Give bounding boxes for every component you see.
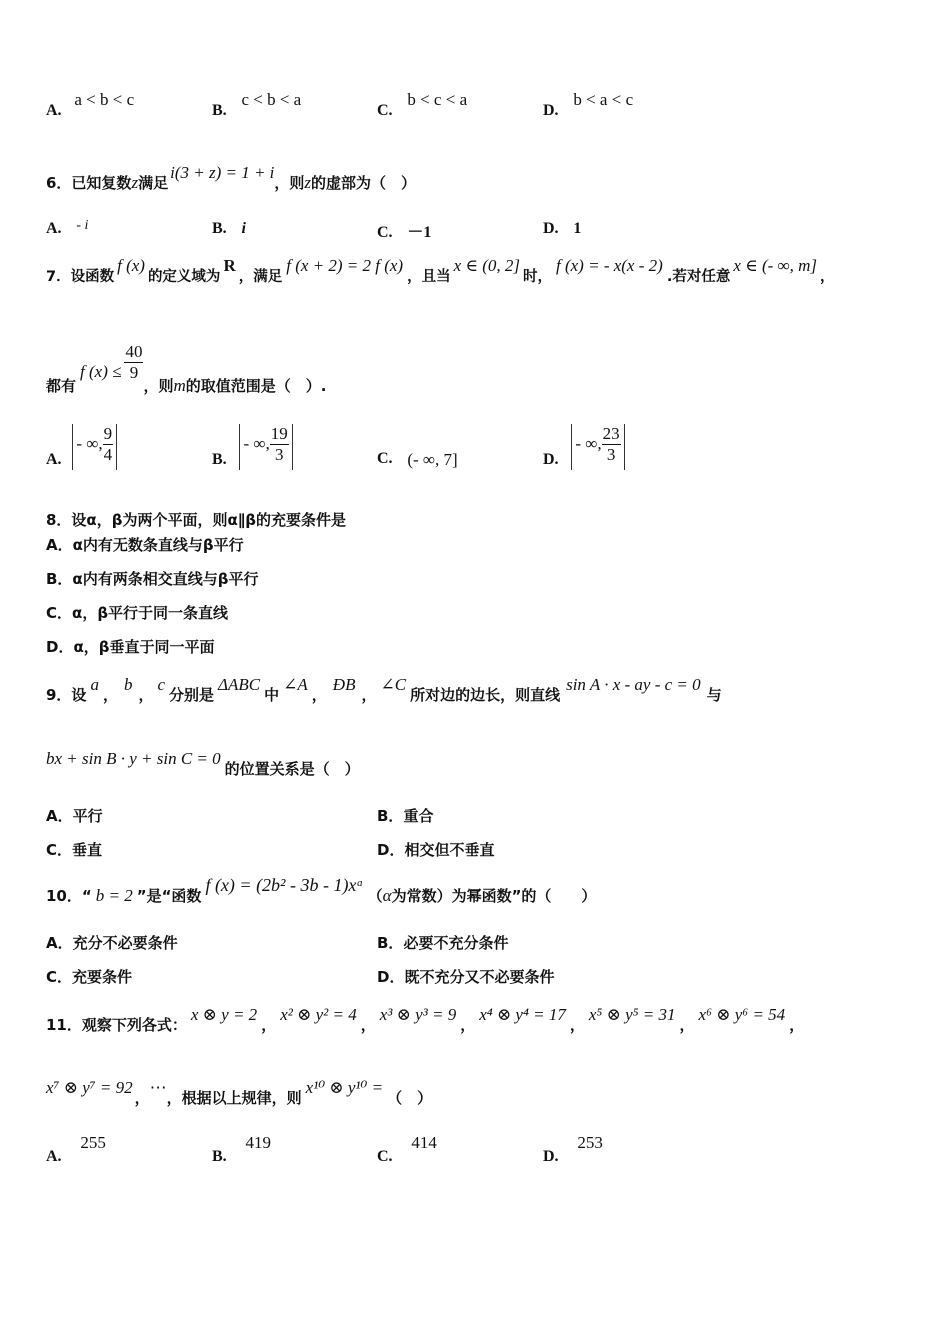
stem-text: ，且当: [407, 269, 451, 285]
stem-text: ，: [820, 269, 835, 285]
interval-bracket: [239, 424, 292, 470]
option-label: C.: [377, 1148, 393, 1165]
math-var: c: [157, 675, 166, 694]
q10-option-d[interactable]: [377, 966, 554, 987]
math-var: z: [131, 173, 139, 192]
math-var: b: [123, 675, 133, 694]
q6-option-b[interactable]: [212, 219, 246, 238]
math-func: f (x): [117, 256, 145, 275]
math-equation: x¹⁰ ⊗ y¹⁰ =: [305, 1078, 384, 1097]
stem-text: 时，: [523, 269, 552, 285]
q9-option-b[interactable]: [377, 805, 433, 826]
question-number: 7．设函数: [46, 269, 115, 285]
option-label: C.: [377, 102, 393, 119]
stem-text: .若对任意: [666, 269, 731, 285]
option-label: B.: [212, 450, 227, 468]
option-label: D．: [377, 968, 405, 986]
option-text: 垂直: [72, 841, 103, 859]
math-angle: ÐB: [332, 675, 356, 694]
math-equation: x⁴ ⊗ y⁴ = 17: [479, 1005, 566, 1024]
stem-text: 的定义域为: [147, 269, 221, 285]
option-text: b < a < c: [573, 90, 634, 109]
math-inequality: f (x) ≤: [80, 362, 122, 381]
option-label: D.: [543, 1148, 559, 1165]
option-label: C.: [377, 224, 393, 241]
option-label: B.: [212, 102, 227, 119]
math-var: a: [90, 675, 99, 694]
option-text: 255: [80, 1133, 106, 1152]
q10-option-a[interactable]: [46, 932, 178, 953]
q7-stem-line1: [46, 256, 835, 286]
option-text: - i: [76, 218, 89, 233]
ellipsis: ⋯: [149, 1078, 167, 1097]
option-text: b < c < a: [407, 90, 468, 109]
stem-text: 的取值范围是（ ）.: [185, 377, 327, 395]
q7-stem-line2: [46, 342, 327, 395]
q7-option-d[interactable]: [543, 424, 625, 470]
q8-option-c[interactable]: C．α，β平行于同一条直线: [46, 604, 229, 622]
q11-option-c[interactable]: [377, 1133, 437, 1166]
q9-option-d[interactable]: [377, 839, 494, 860]
math-equation: i(3 + z) = 1 + i: [170, 163, 275, 182]
math-var: z: [304, 173, 312, 192]
fraction: [270, 424, 289, 465]
math-equation: x² ⊗ y² = 4: [280, 1005, 357, 1024]
q10-option-b[interactable]: [377, 932, 508, 953]
option-text: i: [241, 220, 246, 237]
stem-text: （: [367, 887, 383, 905]
stem-text: 所对边的边长，则直线: [410, 686, 561, 704]
q7-option-a[interactable]: [46, 424, 117, 470]
option-text: 相交但不垂直: [404, 841, 495, 859]
stem-text: ，则: [274, 174, 305, 192]
stem-text: 的虚部为（ ）: [311, 174, 417, 192]
interval-left: - ∞,: [575, 434, 602, 453]
option-label: A.: [46, 1148, 62, 1165]
q8-option-d[interactable]: D．α，β垂直于同一平面: [46, 638, 215, 656]
option-text: 1: [573, 220, 582, 237]
option-text: (- ∞, 7]: [407, 450, 458, 469]
option-label: D.: [543, 220, 559, 237]
math-angle: ∠C: [380, 675, 407, 694]
numerator: 40: [125, 342, 143, 361]
math-interval: x ∈ (- ∞, m]: [733, 256, 818, 275]
q6-option-a[interactable]: [46, 219, 88, 238]
option-label: B.: [212, 220, 227, 237]
stem-text: 都有: [46, 377, 77, 395]
option-text: c < b < a: [241, 90, 302, 109]
option-text: －1: [407, 224, 432, 241]
math-equation: sin A · x - ay - c = 0: [566, 675, 701, 694]
question-number: 6．已知复数: [46, 174, 132, 192]
option-text: 253: [577, 1133, 603, 1152]
q5-option-c[interactable]: [377, 90, 468, 120]
q10-option-c[interactable]: [46, 966, 132, 987]
denominator: 3: [274, 445, 284, 464]
option-label: C．: [46, 968, 73, 986]
denominator: 9: [129, 363, 139, 382]
q7-option-c[interactable]: [377, 448, 458, 468]
separator: ，: [361, 686, 377, 704]
math-equation: f (x) = - x(x - 2): [556, 256, 663, 275]
stem-text: ，则: [143, 377, 174, 395]
option-label: C．: [46, 841, 73, 859]
math-equation: x⁵ ⊗ y⁵ = 31: [588, 1005, 676, 1024]
q9-option-c[interactable]: [46, 839, 102, 860]
denominator: 3: [606, 445, 616, 464]
option-label: D．: [377, 841, 405, 859]
stem-text: ”是“函数: [136, 887, 202, 905]
math-condition: b = 2: [95, 886, 133, 905]
option-text: 必要不充分条件: [403, 934, 509, 952]
option-text: 重合: [403, 807, 434, 825]
option-label: A.: [46, 220, 62, 237]
stem-text: 的位置关系是（ ）: [224, 760, 360, 778]
numerator: 23: [602, 424, 620, 443]
math-function: f (x) = (2b² - 3b - 1)xᵅ: [205, 875, 364, 895]
math-triangle: ΔABC: [218, 675, 261, 694]
math-equation: bx + sin B · y + sin C = 0: [46, 749, 221, 768]
q11-stem-line1: 11．观察下列各式：x ⊗ y = 2，x² ⊗ y² = 4，x³ ⊗ y³ = 9，x⁴ ⊗ y⁴ = 17，x⁵ ⊗ y⁵ = 31，x⁶ ⊗ y⁶ = 54，: [46, 1005, 805, 1034]
q5-option-a[interactable]: [46, 90, 135, 120]
option-text: 平行: [72, 807, 103, 825]
q7-option-b[interactable]: [212, 424, 293, 470]
math-angle: ∠A: [283, 675, 308, 694]
math-var: α: [382, 886, 392, 905]
q6-option-c[interactable]: [377, 219, 431, 242]
q11-option-a[interactable]: [46, 1133, 106, 1166]
stem-text: ，满足: [238, 269, 283, 285]
question-number: 11．观察下列各式：: [46, 1016, 187, 1034]
option-text: 既不充分又不必要条件: [404, 968, 555, 986]
option-label: B.: [212, 1148, 227, 1165]
math-equation: f (x + 2) = 2 f (x): [286, 256, 404, 275]
q6-option-d[interactable]: [543, 219, 581, 238]
interval-bracket: [571, 424, 624, 470]
q8-option-b[interactable]: B．α内有两条相交直线与β平行: [46, 570, 259, 588]
stem-text: ，根据以上规律，则: [166, 1089, 302, 1107]
separator: ，: [311, 686, 327, 704]
option-text: 充要条件: [72, 968, 133, 986]
q9-stem-line2: [46, 749, 360, 779]
option-text: 充分不必要条件: [72, 934, 178, 952]
interval-bracket: [72, 424, 117, 470]
fraction-40-9: [124, 342, 143, 383]
stem-text: （ ）: [387, 1089, 433, 1107]
separator: ，: [102, 686, 118, 704]
numerator: 9: [103, 424, 113, 443]
stem-text: 中: [264, 686, 280, 704]
q10-stem: [46, 875, 597, 906]
q11-stem-line2: [46, 1078, 433, 1108]
separator: ，: [134, 1089, 150, 1107]
option-label: A．: [46, 807, 73, 825]
option-text: 414: [411, 1133, 437, 1152]
option-label: C.: [377, 450, 393, 467]
question-number: 9．设: [46, 686, 87, 704]
q11-option-d[interactable]: [543, 1133, 603, 1166]
stem-text: 为常数）为幂函数”的（ ）: [391, 887, 597, 905]
interval-left: - ∞,: [243, 434, 270, 453]
math-equation: x³ ⊗ y³ = 9: [379, 1005, 457, 1024]
q8-option-a[interactable]: A．α内有无数条直线与β平行: [46, 536, 244, 554]
option-label: D.: [543, 102, 559, 119]
option-label: A.: [46, 102, 62, 119]
option-label: D.: [543, 450, 559, 468]
option-label: A．: [46, 934, 73, 952]
option-label: A.: [46, 450, 62, 468]
stem-text: 满足: [138, 174, 169, 192]
stem-text: 分别是: [169, 686, 215, 704]
option-text: 419: [245, 1133, 271, 1152]
fraction: [602, 424, 621, 465]
math-equation: x⁷ ⊗ y⁷ = 92: [46, 1078, 133, 1097]
option-text: a < b < c: [74, 90, 135, 109]
math-var: m: [173, 376, 186, 395]
stem-text: 与: [706, 686, 722, 704]
question-number: 10．“: [46, 887, 92, 905]
denominator: 4: [103, 445, 113, 464]
q9-option-a[interactable]: [46, 805, 103, 826]
math-set-r: R: [223, 256, 236, 275]
fraction: [103, 424, 114, 465]
math-equation: x⁶ ⊗ y⁶ = 54: [698, 1005, 786, 1024]
math-interval: x ∈ (0, 2]: [453, 256, 520, 275]
q5-option-b[interactable]: [212, 90, 302, 120]
interval-left: - ∞,: [76, 434, 103, 453]
math-equation: x ⊗ y = 2: [190, 1005, 258, 1024]
option-label: B．: [377, 934, 404, 952]
q11-option-b[interactable]: [212, 1133, 271, 1166]
q6-stem: [46, 163, 417, 193]
numerator: 19: [270, 424, 288, 443]
q8-stem: 8．设α，β为两个平面，则α∥β的充要条件是: [46, 511, 347, 529]
q5-option-d[interactable]: [543, 90, 634, 120]
separator: ，: [138, 686, 154, 704]
option-label: B．: [377, 807, 404, 825]
q9-stem-line1: [46, 675, 722, 705]
